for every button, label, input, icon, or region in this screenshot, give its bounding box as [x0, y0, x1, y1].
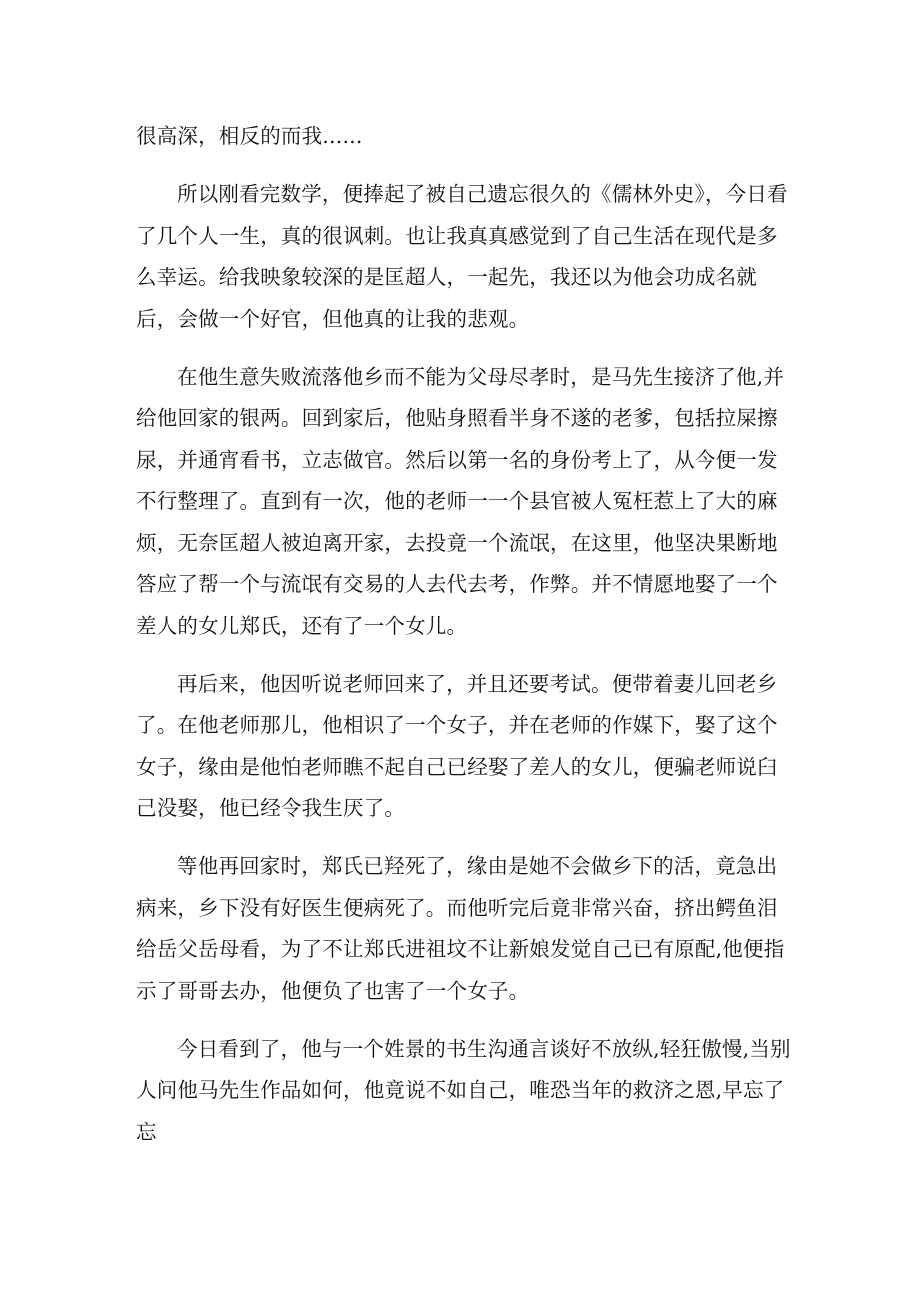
text-line: 个与流氓有交易的人去代去考，作弊。并不情愿地娶了一个差人的女儿郑 — [136, 572, 778, 638]
text-line: 氏，还有了一个女儿。 — [260, 613, 468, 638]
text-line: 理了。直到有一次，他的老师一一个县官被人冤枉惹上了大的麻烦，无奈 — [136, 489, 778, 555]
text-line: 幸运。给我映象较深的是匡超人，一起先，我还以为他会功成名就后，会 — [136, 265, 758, 331]
text-line: 缘由是他怕老师瞧不起自己已经娶了差人的女儿，便骗老师说臼己没娶， — [136, 754, 778, 820]
text-line: 他回家的银两。回到家后，他贴身照看半身不遂的老爹，包括拉屎擦尿， — [136, 406, 778, 472]
text-line: 很高深，相反的而我...... — [136, 124, 363, 148]
text-line: 匡超人被迫离开家，去投竟一个流氓，在这里，他坚决果断地答应了帮一 — [136, 530, 778, 596]
text-line: 父岳母看，为了不让郑氏进祖坟不让新娘发觉自己已有原配,他便指示了哥 — [136, 937, 785, 1003]
text-line: 在他老师那儿，他相识了一个女子，并在老师的作媒下，娶了这个女子， — [136, 713, 778, 779]
paragraph-1 — [136, 116, 796, 158]
text-line: 来，乡下没有好医生便病死了。而他听完后竟非常兴奋，挤出鳄鱼泪给岳 — [136, 895, 778, 961]
document-body — [136, 116, 796, 1170]
paragraph-3 — [136, 357, 796, 648]
text-line: 了几个人一生，真的很讽刺。也让我真真感觉到了自己生活在现代是多么 — [136, 223, 778, 289]
paragraph-4 — [136, 664, 796, 830]
text-line: 所以刚看完数学，便捧起了被自己遗忘很久的《儒林外史》，今日看 — [177, 182, 788, 206]
paragraph-2 — [136, 174, 796, 340]
text-line: 在他生意失败流落他乡而不能为父母尽孝时，是马先生接济了他,并给 — [136, 364, 785, 430]
text-line: 哥去办，他便负了也害了一个女子。 — [198, 978, 530, 1003]
text-line: 他已经令我生厌了。 — [218, 796, 406, 820]
paragraph-5 — [136, 846, 796, 1012]
text-line: 并通宵看书，立志做官。然后以第一名的身份考上了，从今便一发不行整 — [136, 447, 778, 513]
paragraph-6 — [136, 1029, 796, 1154]
text-line: 做一个好官，但他真的让我的悲观。 — [198, 306, 530, 331]
text-line: 今日看到了，他与一个姓景的书生沟通言谈好不放纵,轻狂傲慢,当别 — [177, 1036, 791, 1061]
text-line: 再后来，他因听说老师回来了，并且还要考试。便带着妻儿回老乡了。 — [136, 671, 778, 737]
text-line: 人问他马先生作品如何，他竟说不如自己，唯恐当年的救济之恩,早忘了忘 — [136, 1078, 785, 1144]
text-line: 等他再回家时，郑氏已羟死了，缘由是她不会做乡下的活，竟急出病 — [136, 854, 778, 920]
